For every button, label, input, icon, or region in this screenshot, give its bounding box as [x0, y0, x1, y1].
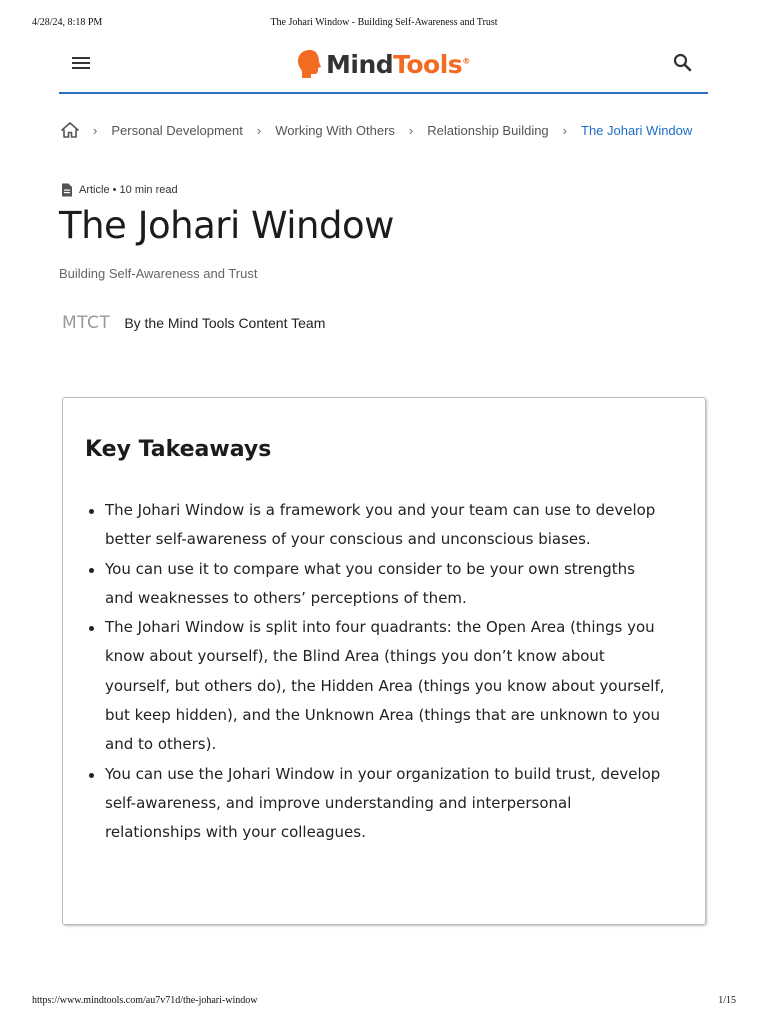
chevron-right-icon: › — [562, 122, 568, 138]
avatar: MTCT — [62, 313, 111, 333]
logo-registered-mark: ® — [462, 56, 470, 66]
search-icon[interactable] — [672, 52, 694, 74]
print-page-title: The Johari Window - Building Self-Awareness and Trust — [270, 17, 498, 28]
print-datetime: 4/28/24, 8:18 PM — [32, 17, 103, 28]
print-page-number: 1/15 — [718, 995, 736, 1006]
chevron-right-icon: › — [408, 122, 414, 138]
breadcrumb-relationship-building[interactable]: Relationship Building — [427, 122, 549, 138]
chevron-right-icon: › — [256, 122, 262, 138]
breadcrumb-personal-development[interactable]: Personal Development — [111, 122, 243, 138]
author-byline — [62, 313, 325, 333]
article-meta — [61, 183, 178, 197]
home-icon[interactable] — [61, 122, 79, 138]
list-item: The Johari Window is split into four quadrants: the Open Area (things you know about yourself), the Blind Area (things you don’t know about yourself, but others do), the Hidden Area (things you know about yourself, but keep hidden), and the Unknown Area (things that are unknown to you and to others). — [105, 613, 665, 759]
menu-icon[interactable] — [72, 56, 92, 72]
page-subtitle: Building Self-Awareness and Trust — [59, 266, 258, 281]
key-takeaways-list — [85, 496, 665, 848]
logo-tools-text: Tools — [393, 49, 463, 79]
list-item: You can use it to compare what you consider to be your own strengths and weaknesses to others’ perceptions of them. — [105, 555, 665, 614]
breadcrumb — [59, 120, 692, 140]
mindtools-logo[interactable] — [297, 46, 470, 82]
document-icon — [61, 183, 73, 197]
chevron-right-icon: › — [93, 122, 98, 138]
key-takeaways-box — [62, 397, 706, 925]
key-takeaways-heading: Key Takeaways — [85, 437, 272, 462]
breadcrumb-current-page[interactable]: The Johari Window — [581, 122, 693, 138]
site-header — [59, 40, 708, 94]
author-name[interactable]: By the Mind Tools Content Team — [124, 315, 326, 331]
article-meta-text: Article • 10 min read — [79, 184, 178, 196]
mindtools-logo-icon — [297, 49, 323, 79]
page-title: The Johari Window — [59, 204, 394, 247]
list-item: The Johari Window is a framework you and your team can use to develop better self-awareness of your conscious and unconscious biases. — [105, 496, 665, 555]
logo-mind-text: Mind — [326, 49, 394, 79]
breadcrumb-working-with-others[interactable]: Working With Others — [275, 122, 395, 138]
print-url: https://www.mindtools.com/au7v71d/the-johari-window — [32, 995, 258, 1006]
list-item: You can use the Johari Window in your organization to build trust, develop self-awareness, and improve understanding and interpersonal relationships with your colleagues. — [105, 760, 665, 848]
